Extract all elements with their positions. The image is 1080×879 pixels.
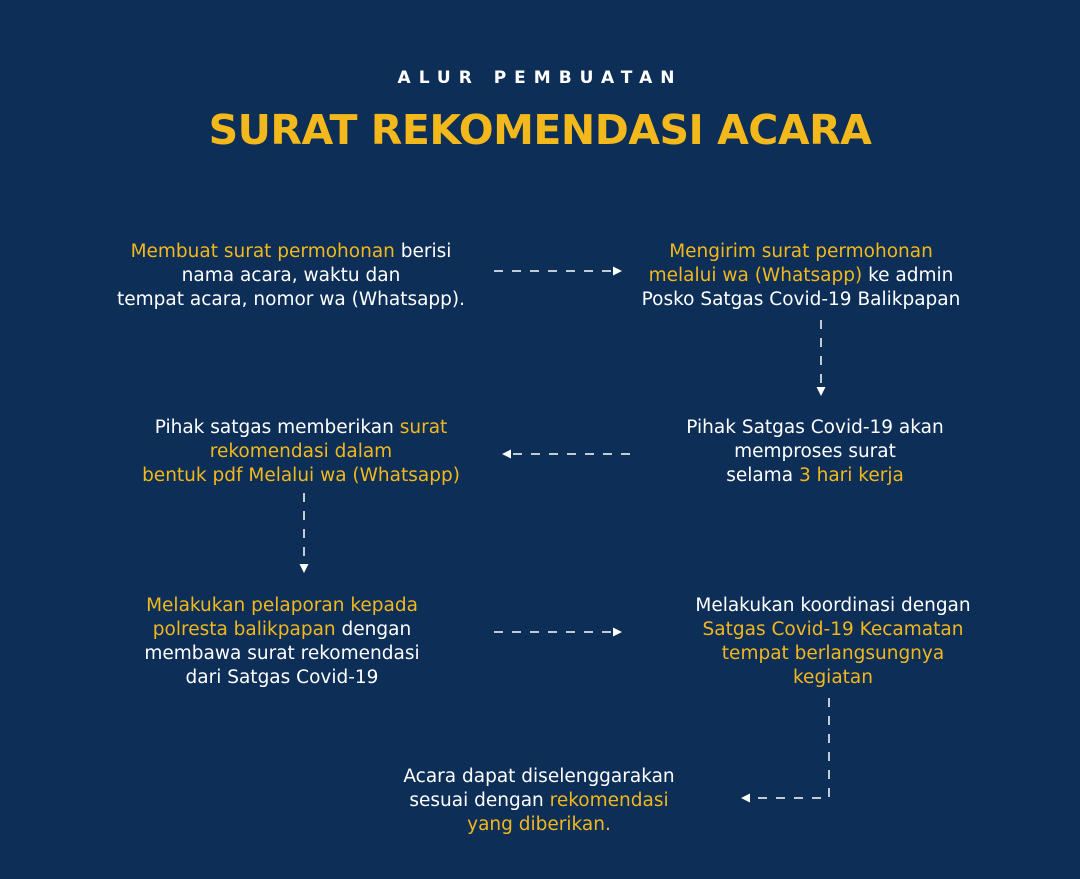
highlighted-text: Melakukan pelaporan kepada — [146, 595, 418, 616]
step-text: dengan — [335, 619, 412, 640]
diagram-subtitle: ALUR PEMBUATAN — [397, 68, 683, 88]
step-text: ke admin — [862, 265, 954, 286]
highlighted-text: kegiatan — [793, 667, 873, 688]
highlighted-text: bentuk pdf Melalui wa (Whatsapp) — [142, 465, 460, 486]
diagram-title: SURAT REKOMENDASI ACARA — [208, 106, 872, 154]
step-text: tempat acara, nomor wa (Whatsapp). — [116, 289, 466, 310]
highlighted-text: Membuat surat permohonan — [130, 241, 395, 262]
highlighted-text: yang diberikan. — [467, 814, 611, 835]
step-text: membawa surat rekomendasi — [144, 643, 420, 664]
arrowhead-right-5 — [613, 628, 622, 637]
highlighted-text: polresta balikpapan — [152, 619, 336, 640]
highlighted-text: surat — [399, 417, 448, 438]
highlighted-text: melalui wa (Whatsapp) — [648, 265, 863, 286]
arrowhead-left-6 — [741, 794, 750, 803]
step-text: nama acara, waktu dan — [181, 265, 401, 286]
step-text: Acara dapat diselenggarakan — [403, 766, 675, 787]
highlighted-text: 3 hari kerja — [798, 465, 904, 486]
step-text: Pihak satgas memberikan — [154, 417, 400, 438]
arrowhead-down-2 — [817, 387, 826, 396]
arrowhead-left-3 — [502, 450, 511, 459]
step-text: Posko Satgas Covid-19 Balikpapan — [641, 289, 961, 310]
arrow-6-to-7 — [751, 698, 829, 798]
step-text: dari Satgas Covid-19 — [185, 667, 379, 688]
step-text: Melakukan koordinasi dengan — [695, 595, 971, 616]
highlighted-text: Satgas Covid-19 Kecamatan — [702, 619, 964, 640]
highlighted-text: rekomendasi — [549, 790, 669, 811]
step-text: sesuai dengan — [409, 790, 550, 811]
step-text: selama — [726, 465, 799, 486]
highlighted-text: rekomendasi dalam — [209, 441, 393, 462]
step-text: memproses surat — [734, 441, 896, 462]
step-text: berisi — [394, 241, 452, 262]
arrowhead-right-1 — [613, 267, 622, 276]
step-text: Pihak Satgas Covid-19 akan — [686, 417, 944, 438]
arrowhead-down-4 — [300, 564, 309, 573]
highlighted-text: Mengirim surat permohonan — [669, 241, 933, 262]
highlighted-text: tempat berlangsungnya — [721, 643, 945, 664]
